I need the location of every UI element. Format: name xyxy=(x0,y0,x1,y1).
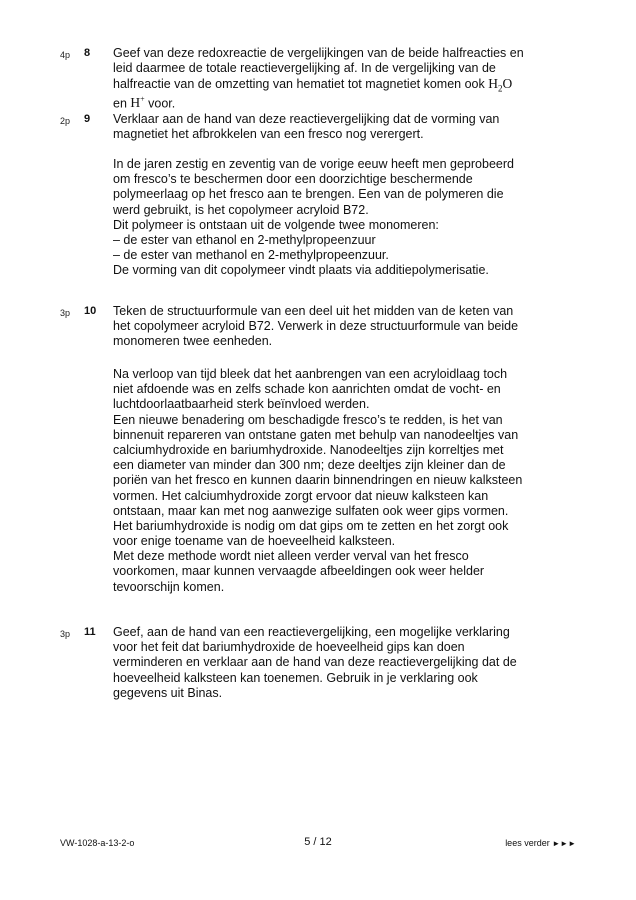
text-line: Met deze methode wordt niet alleen verder verval van het fresco xyxy=(113,549,469,564)
text-line: vormen. Het calciumhydroxide zorgt ervoor dat nieuw kalksteen kan xyxy=(113,488,489,503)
text-line: verminderen en verklaar aan de hand van deze reactievergelijking dat de xyxy=(113,655,517,670)
question-text xyxy=(113,625,573,701)
question-text xyxy=(113,304,573,350)
question-text xyxy=(113,46,573,111)
question-number: 8 xyxy=(84,47,91,59)
text-line: tevoorschijn komen. xyxy=(113,579,225,594)
text-line xyxy=(113,76,573,95)
continue-note xyxy=(505,838,576,848)
text-line: hoeveelheid kalksteen kan toenemen. Gebruik in je verklaring ook xyxy=(113,670,478,685)
list-item: – de ester van ethanol en 2-methylpropeenzuur xyxy=(113,232,376,247)
text-line: het copolymeer acryloid B72. Verwerk in deze structuurformule van beide xyxy=(113,319,519,334)
proton-formula: H+ xyxy=(130,94,145,111)
text-line: voorkomen, maar kunnen vervaagde afbeeldingen ook weer helder xyxy=(113,564,485,579)
list-item: – de ester van methanol en 2-methylpropeenzuur. xyxy=(113,248,389,263)
text-fragment: en xyxy=(113,96,127,111)
text-line: Geef, aan de hand van een reactievergelijking, een mogelijke verklaring xyxy=(113,625,510,639)
text-line: werd gebruikt, is het copolymeer acryloid B72. xyxy=(113,202,369,217)
text-line: polymeerlaag op het fresco aan te brengen. Een van de polymeren die xyxy=(113,187,504,202)
text-line: In de jaren zestig en zeventig van de vorige eeuw heeft men geprobeerd xyxy=(113,157,514,171)
text-line: Teken de structuurformule van een deel uit het midden van de keten van xyxy=(113,304,514,318)
text-line: monomeren twee eenheden. xyxy=(113,334,273,349)
text-line: De vorming van dit copolymeer vindt plaats via additiepolymerisatie. xyxy=(113,263,489,278)
question-text xyxy=(113,112,573,142)
text-line: Het bariumhydroxide is nodig om dat gips om te zetten en het zorgt ook xyxy=(113,518,509,533)
text-line: voor enige toename van de hoeveelheid kalksteen. xyxy=(113,534,396,549)
text-line: poriën van het fresco en kunnen daarin binnendringen en nieuw kalksteen xyxy=(113,473,523,488)
text-line: binnenuit repareren van ontstane gaten met behulp van nanodeeltjes van xyxy=(113,427,519,442)
question-points: 4p xyxy=(60,50,71,60)
continue-label: lees verder xyxy=(505,838,550,848)
question-points: 3p xyxy=(60,308,71,318)
question-number: 11 xyxy=(84,626,96,638)
question-number: 10 xyxy=(84,305,97,317)
text-line: Een nieuwe benadering om beschadigde fresco’s te redden, is het van xyxy=(113,412,503,427)
text-line: Verklaar aan de hand van deze reactievergelijking dat de vorming van xyxy=(113,112,500,126)
water-formula: $H_2O$ xyxy=(488,76,513,95)
text-line: voor het feit dat bariumhydroxide de hoeveelheid gips kan doen xyxy=(113,640,465,655)
text-line: luchtdoorlaatbaarheid sterk beïnvloed werden. xyxy=(113,397,370,412)
text-line: niet afdoende was en zelfs schade kon aanrichten omdat de vocht- en xyxy=(113,382,501,397)
text-line: gegevens uit Binas. xyxy=(113,685,223,700)
paragraph-text xyxy=(113,157,573,279)
text-line: Geef van deze redoxreactie de vergelijkingen van de beide halfreacties en xyxy=(113,46,524,60)
text-line: Na verloop van tijd bleek dat het aanbrengen van een acryloidlaag toch xyxy=(113,367,508,381)
question-points: 3p xyxy=(60,629,71,639)
text-line: leid daarmee de totale reactievergelijking af. In de vergelijking van de xyxy=(113,61,496,76)
text-line: om fresco’s te beschermen door een doorzichtige beschermende xyxy=(113,172,473,187)
exam-code: VW-1028-a-13-2-o xyxy=(60,838,135,848)
question-points: 2p xyxy=(60,116,71,126)
text-line: ontstaan, maar kan met nog aanwezige sulfaten ook weer gips vormen. xyxy=(113,503,509,518)
text-line: Dit polymeer is ontstaan uit de volgende twee monomeren: xyxy=(113,217,439,232)
text-line xyxy=(113,92,573,111)
question-number: 9 xyxy=(84,113,91,125)
text-line: calciumhydroxide en bariumhydroxide. Nanodeeltjes zijn korreltjes met xyxy=(113,442,504,457)
continue-arrows-icon: ►►► xyxy=(552,839,576,848)
text-fragment: voor. xyxy=(148,96,176,111)
text-line: een diameter van minder dan 300 nm; deze deeltjes zijn kleiner dan de xyxy=(113,458,506,473)
paragraph-text xyxy=(113,367,573,595)
text-line: magnetiet het afbrokkelen van een fresco nog verergert. xyxy=(113,127,424,142)
page-number: 5 / 12 xyxy=(304,836,332,848)
text-fragment: halfreactie van de omzetting van hematiet tot magnetiet komen ook xyxy=(113,77,485,92)
